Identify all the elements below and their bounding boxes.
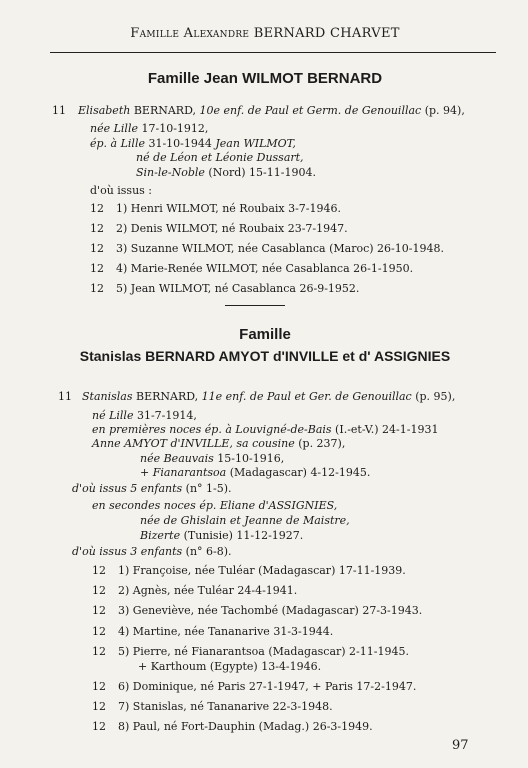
- section2-line-8: née de Ghislain et Jeanne de Maistre,: [140, 514, 350, 527]
- section1-entry-number: 11: [52, 104, 66, 117]
- section2-line-4: née Beauvais 15-10-1916,: [140, 452, 285, 465]
- section-divider: [225, 305, 285, 306]
- section1-line-4: Sin-le-Noble (Nord) 15-11-1904.: [136, 166, 316, 179]
- section2-title-line1: Famille: [239, 326, 291, 343]
- section2-line-5: + Fianarantsoa (Madagascar) 4-12-1945.: [140, 466, 371, 479]
- list-item: 12 5) Pierre, né Fianarantsoa (Madagascar) 2-11-1945.: [92, 645, 409, 658]
- section2-line-0: Stanislas BERNARD, 11e enf. de Paul et Ger. de Genouillac (p. 95),: [82, 390, 456, 403]
- section2-line-2: en premières noces ép. à Louvigné-de-Bais (I.-et-V.) 24-1-1931: [92, 423, 439, 436]
- list-item: 12 4) Martine, née Tananarive 31-3-1944.: [92, 625, 334, 638]
- list-item: 12 1) Henri WILMOT, né Roubaix 3-7-1946.: [90, 202, 342, 215]
- page-number: 97: [452, 738, 469, 753]
- section2-entry-number: 11: [58, 390, 72, 403]
- section2-line-3: Anne AMYOT d'INVILLE, sa cousine (p. 237),: [92, 437, 346, 450]
- section2-line-9: Bizerte (Tunisie) 11-12-1927.: [140, 529, 304, 542]
- list-item: 12 4) Marie-Renée WILMOT, née Casablanca 26-1-1950.: [90, 262, 414, 275]
- running-header: Famille Alexandre BERNARD CHARVET: [130, 26, 400, 41]
- section2-line-7: en secondes noces ép. Eliane d'ASSIGNIES,: [92, 499, 338, 512]
- list-item: 12 6) Dominique, né Paris 27-1-1947, + Paris 17-2-1947.: [92, 680, 417, 693]
- list-item: 12 8) Paul, né Fort-Dauphin (Madag.) 26-3-1949.: [92, 720, 373, 733]
- list-item: 12 3) Geneviève, née Tachombé (Madagascar) 27-3-1943.: [92, 604, 423, 617]
- list-item: 12 7) Stanislas, né Tananarive 22-3-1948.: [92, 700, 333, 713]
- section1-line-1: née Lille 17-10-1912,: [90, 122, 209, 135]
- list-item: 12 5) Jean WILMOT, né Casablanca 26-9-1952.: [90, 282, 360, 295]
- section2-line-6: d'où issus 5 enfants (n° 1-5).: [72, 482, 232, 495]
- header-rule: [50, 52, 496, 53]
- section1-line-5: d'où issus :: [90, 184, 153, 197]
- list-item: 12 3) Suzanne WILMOT, née Casablanca (Maroc) 26-10-1948.: [90, 242, 444, 255]
- section1-line-3: né de Léon et Léonie Dussart,: [136, 151, 304, 164]
- section2-line-10: d'où issus 3 enfants (n° 6-8).: [72, 545, 232, 558]
- section1-line-0: Elisabeth BERNARD, 10e enf. de Paul et Germ. de Genouillac (p. 94),: [78, 104, 465, 117]
- section2-title-line2: Stanislas BERNARD AMYOT d'INVILLE et d' ASSIGNIES: [79, 348, 451, 364]
- list-item: 12 1) Françoise, née Tuléar (Madagascar) 17-11-1939.: [92, 564, 406, 577]
- section1-title: Famille Jean WILMOT BERNARD: [147, 70, 383, 87]
- section2-line-1: né Lille 31-7-1914,: [92, 409, 197, 422]
- section1-line-2: ép. à Lille 31-10-1944 Jean WILMOT,: [90, 137, 296, 150]
- list-item-continuation: + Karthoum (Egypte) 13-4-1946.: [138, 660, 322, 673]
- list-item: 12 2) Agnès, née Tuléar 24-4-1941.: [92, 584, 298, 597]
- list-item: 12 2) Denis WILMOT, né Roubaix 23-7-1947.: [90, 222, 348, 235]
